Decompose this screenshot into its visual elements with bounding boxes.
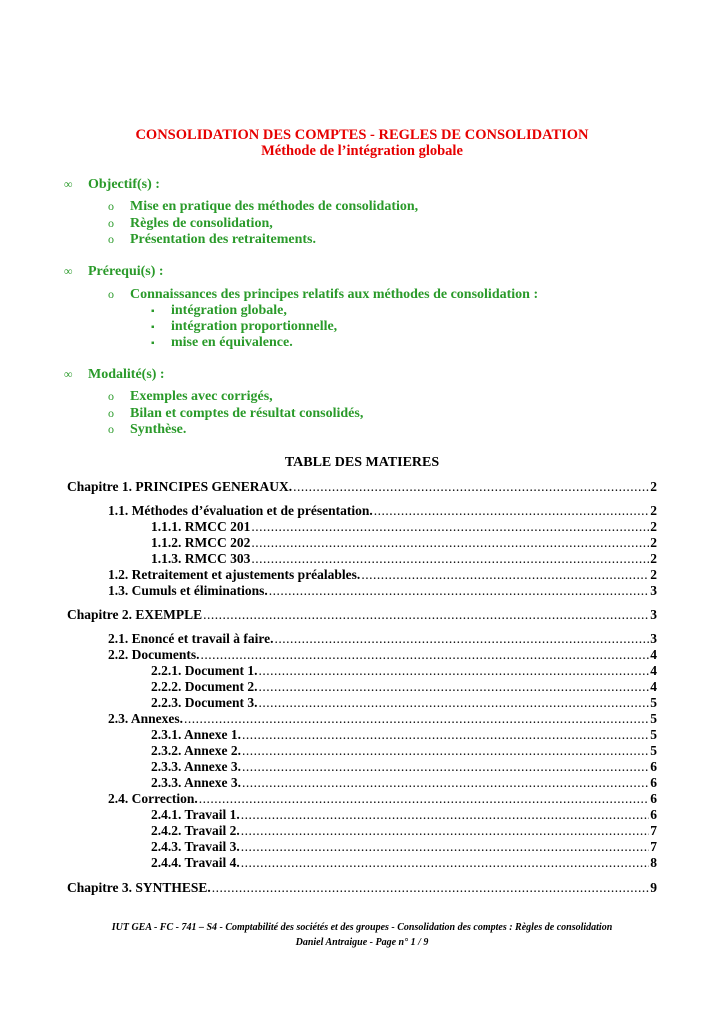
section-prerequis-heading: ∞ Prérequi(s) :	[64, 264, 164, 279]
footer-page-info: Daniel Antraigue - Page n° 1 / 9	[295, 937, 429, 948]
section-modalites-heading: ∞ Modalité(s) :	[64, 367, 165, 382]
toc-entry[interactable]: 2.2.1. Document 1. ..... 4	[151, 663, 657, 679]
sub-list-item: ▪ intégration proportionnelle,	[151, 319, 338, 334]
square-bullet-icon: ▪	[151, 306, 155, 317]
toc-entry[interactable]: 1.1.2. RMCC 202 ..... 2	[151, 535, 657, 551]
toc-entry[interactable]: 2.3. Annexes. ..... 5	[108, 711, 657, 727]
list-item: o Règles de consolidation,	[108, 216, 273, 231]
list-item: o Synthèse.	[108, 422, 187, 437]
toc-entry[interactable]: 2.1. Enoncé et travail à faire. ..... 3	[108, 631, 657, 647]
toc-entry[interactable]: 2.2.3. Document 3. ..... 5	[151, 695, 657, 711]
document-title-line2: Méthode de l’intégration globale	[261, 143, 463, 159]
sub-list-item: ▪ mise en équivalence.	[151, 335, 293, 350]
infinity-bullet-icon: ∞	[64, 264, 73, 278]
list-item: o Bilan et comptes de résultat consolidés,	[108, 406, 364, 421]
square-bullet-icon: ▪	[151, 322, 155, 333]
toc-entry[interactable]: 2.2.2. Document 2. ..... 4	[151, 679, 657, 695]
toc-entry[interactable]: 1.1.3. RMCC 303 ..... 2	[151, 551, 657, 567]
circle-bullet-icon: o	[108, 422, 114, 436]
toc-entry[interactable]: 2.2. Documents. ..... 4	[108, 647, 657, 663]
toc-entry[interactable]: 2.4.2. Travail 2. ..... 7	[151, 823, 657, 839]
list-item: o Mise en pratique des méthodes de consolidation,	[108, 199, 419, 214]
toc-entry[interactable]: 1.1. Méthodes d’évaluation et de présentation. ..... 2	[108, 503, 657, 519]
footer-course-info: IUT GEA - FC - 741 – S4 - Comptabilité des sociétés et des groupes - Consolidation des comptes : Règles de consolidation	[111, 922, 613, 933]
toc-entry-chapter[interactable]: Chapitre 3. SYNTHESE. ..... 9	[67, 880, 657, 896]
circle-bullet-icon: o	[108, 216, 114, 230]
infinity-bullet-icon: ∞	[64, 177, 73, 191]
toc-entry[interactable]: 1.1.1. RMCC 201 ..... 2	[151, 519, 657, 535]
square-bullet-icon: ▪	[151, 338, 155, 349]
toc-entry[interactable]: 2.3.2. Annexe 2. ..... 5	[151, 743, 657, 759]
toc-entry[interactable]: 2.3.1. Annexe 1. ..... 5	[151, 727, 657, 743]
toc-entry[interactable]: 2.4.4. Travail 4. ..... 8	[151, 855, 657, 871]
section-objectifs-heading: ∞ Objectif(s) :	[64, 177, 160, 192]
toc-entry[interactable]: 2.4.3. Travail 3. ..... 7	[151, 839, 657, 855]
list-item: o Exemples avec corrigés,	[108, 389, 273, 404]
list-item: o Présentation des retraitements.	[108, 232, 316, 247]
toc-entry[interactable]: 2.4. Correction. ..... 6	[108, 791, 657, 807]
toc-entry-chapter[interactable]: Chapitre 1. PRINCIPES GENERAUX. ..... 2	[67, 479, 657, 495]
circle-bullet-icon: o	[108, 389, 114, 403]
toc-entry[interactable]: 1.3. Cumuls et éliminations. ..... 3	[108, 583, 657, 599]
infinity-bullet-icon: ∞	[64, 367, 73, 381]
circle-bullet-icon: o	[108, 199, 114, 213]
document-title-line1: CONSOLIDATION DES COMPTES - REGLES DE CONSOLIDATION	[135, 127, 589, 143]
toc-entry[interactable]: 2.3.3. Annexe 3. ..... 6	[151, 775, 657, 791]
toc-entry[interactable]: 2.4.1. Travail 1. ..... 6	[151, 807, 657, 823]
toc-entry[interactable]: 1.2. Retraitement et ajustements préalables. ..... 2	[108, 567, 657, 583]
toc-title: TABLE DES MATIERES	[284, 455, 440, 470]
circle-bullet-icon: o	[108, 287, 114, 301]
toc-entry[interactable]: 2.3.3. Annexe 3. ..... 6	[151, 759, 657, 775]
sub-list-item: ▪ intégration globale,	[151, 303, 287, 318]
circle-bullet-icon: o	[108, 232, 114, 246]
list-item: o Connaissances des principes relatifs aux méthodes de consolidation :	[108, 287, 539, 302]
toc-entry-chapter[interactable]: Chapitre 2. EXEMPLE ..... 3	[67, 607, 657, 623]
circle-bullet-icon: o	[108, 406, 114, 420]
